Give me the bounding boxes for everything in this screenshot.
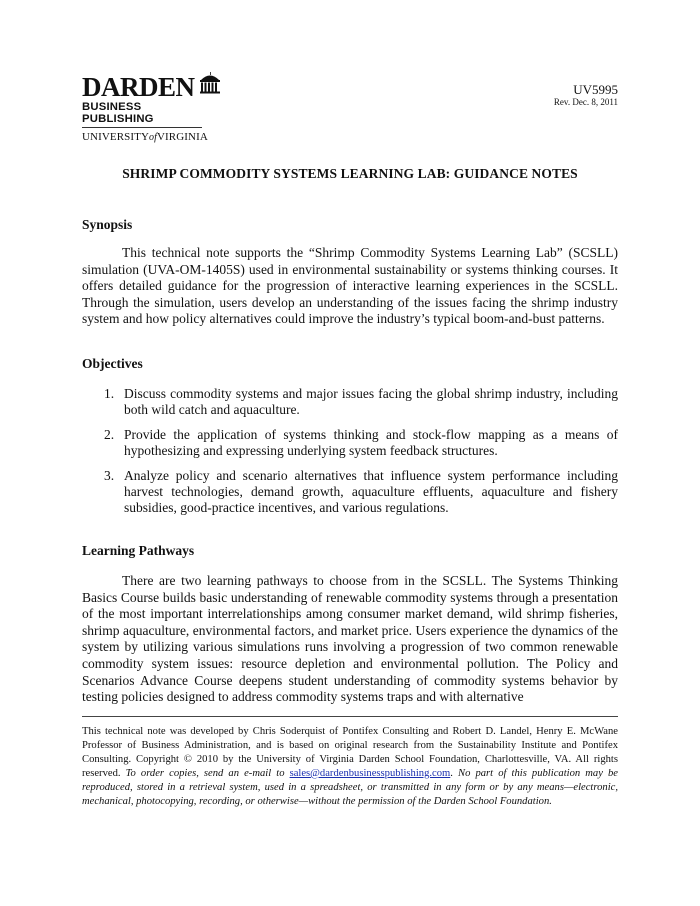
- document-code: UV5995: [573, 82, 618, 97]
- list-number: 3.: [104, 467, 115, 483]
- synopsis-heading: Synopsis: [82, 217, 133, 232]
- learning-pathways-heading: Learning Pathways: [82, 543, 195, 558]
- list-item: [82, 468, 618, 517]
- darden-logo: [82, 70, 212, 143]
- logo-primary-text: DARDEN: [82, 72, 195, 102]
- list-number: 2.: [104, 426, 115, 442]
- document-id-block: [554, 82, 618, 108]
- synopsis-paragraph: This technical note supports the “Shrimp Commodity Systems Learning Lab” (SCSLL) simulation (UVA-OM-1405S) used in environmental sustainability or systems thinking courses. It offers detailed guidance for the progression of interactive learning experiences in the SCSLL. Through the simulation, users develop an understanding of the issues facing the shrimp industry system and how policy alternatives could improve the industry’s typical boom-and-bust patterns.: [82, 245, 618, 327]
- list-item: [82, 386, 618, 419]
- learning-pathways-paragraph: There are two learning pathways to choose from in the SCSLL. The Systems Thinking Basics Course builds basic understanding of renewable commodity systems through a presentation of the most important interrelationships among consumer market demand, wild shrimp fisheries, shrimp aquaculture, environmental factors, and market price. Users experience the dynamics of the system by utilizing various simulations runs involving a progression of two common renewable commodity system issues: resource depletion and environmental pollution. The Policy and Scenarios Advance Course deepens student understanding of commodity systems behavior by testing policies designed to address commodity systems traps and with alternative: [82, 573, 618, 705]
- order-email-link[interactable]: sales@dardenbusinesspublishing.com: [289, 767, 451, 779]
- footnote: This technical note was developed by Chris Soderquist of Pontifex Consulting and Robert D. Landel, Henry E. McWane Professor of Business Administration, and is based on original research from the Sustainability Institute and Pontifex Consulting. Copyright © 2010 by the University of Virginia Darden School Foundation, Charlottesville, VA. All rights reserved. To order copies, send an e-mail to sales@dardenbusinesspublishing.com. No part of this publication may be reproduced, stored in a retrieval system, used in a spreadsheet, or transmitted in any form or by any means—electronic, mechanical, photocopying, recording, or otherwise—without the permission of the Darden School Foundation.: [82, 726, 618, 807]
- list-text: Discuss commodity systems and major issues facing the global shrimp industry, including both wild catch and aquaculture.: [124, 386, 618, 418]
- logo-secondary-text: BUSINESS PUBLISHING: [82, 101, 154, 125]
- logo-university: UNIVERSITYofVIRGINIA: [82, 131, 208, 143]
- objectives-list: [82, 386, 618, 525]
- footnote-divider: [82, 716, 618, 717]
- list-text: Provide the application of systems thinking and stock-flow mapping as a means of hypothesizing and expressing underlying system feedback structures.: [124, 426, 618, 459]
- revision-date: Rev. Dec. 8, 2011: [553, 97, 618, 107]
- logo-divider: [82, 127, 202, 128]
- list-text: Analyze policy and scenario alternatives that influence system performance including harvest technologies, demand growth, aquaculture effluents, aquaculture and fishery subsidies, good-practice incentives, and various regulations.: [124, 467, 618, 516]
- objectives-heading: Objectives: [82, 356, 143, 371]
- list-number: 1.: [104, 386, 115, 401]
- document-title: SHRIMP COMMODITY SYSTEMS LEARNING LAB: GUIDANCE NOTES: [122, 166, 578, 181]
- list-item: [82, 427, 618, 460]
- rotunda-icon: [198, 70, 222, 99]
